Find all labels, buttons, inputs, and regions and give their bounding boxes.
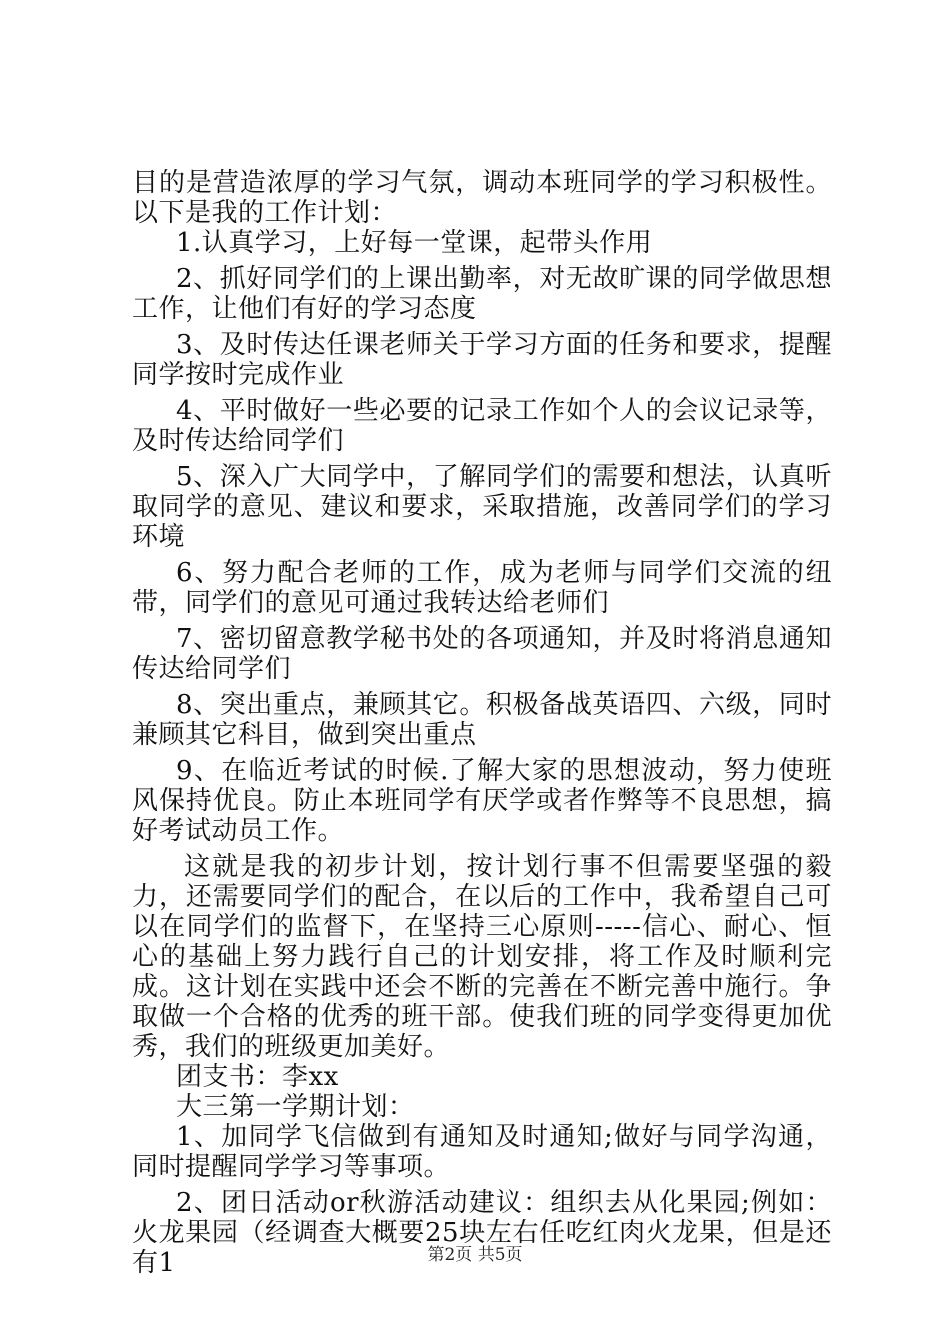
- list-item-5: 5、深入广大同学中，了解同学们的需要和想法，认真听取同学的意见、建议和要求，采取措施，改善同学们的学习环境: [132, 462, 832, 552]
- paragraph-intro: 目的是营造浓厚的学习气氛，调动本班同学的学习积极性。以下是我的工作计划：: [132, 168, 832, 228]
- list-item-9: 9、在临近考试的时候.了解大家的思想波动，努力使班风保持优良。防止本班同学有厌学或者作弊等不良思想，搞好考试动员工作。: [132, 756, 832, 846]
- plan-item-1: 1、加同学飞信做到有通知及时通知;做好与同学沟通，同时提醒同学学习等事项。: [132, 1122, 832, 1182]
- list-item-6: 6、努力配合老师的工作，成为老师与同学们交流的纽带，同学们的意见可通过我转达给老师们: [132, 558, 832, 618]
- page-number: 第2页 共5页: [427, 1245, 523, 1265]
- document-body: [132, 168, 832, 1278]
- list-item-2: 2、抓好同学们的上课出勤率，对无故旷课的同学做思想工作，让他们有好的学习态度: [132, 264, 832, 324]
- list-item-7: 7、密切留意教学秘书处的各项通知，并及时将消息通知传达给同学们: [132, 624, 832, 684]
- paragraph-summary: 这就是我的初步计划，按计划行事不但需要坚强的毅力，还需要同学们的配合，在以后的工作中，我希望自己可以在同学们的监督下，在坚持三心原则-----信心、耐心、恒心的基础上努力践行自己的计划安排，将工作及时顺利完成。这计划在实践中还会不断的完善在不断完善中施行。争取做一个合格的优秀的班干部。使我们班的同学变得更加优秀，我们的班级更加美好。: [132, 852, 832, 1062]
- list-item-3: 3、及时传达任课老师关于学习方面的任务和要求，提醒同学按时完成作业: [132, 330, 832, 390]
- list-item-4: 4、平时做好一些必要的记录工作如个人的会议记录等，及时传达给同学们: [132, 396, 832, 456]
- section-heading: 大三第一学期计划：: [176, 1092, 415, 1122]
- signature-line: 团支书：李xx: [176, 1062, 339, 1092]
- list-item-8: 8、突出重点，兼顾其它。积极备战英语四、六级，同时兼顾其它科目，做到突出重点: [132, 690, 832, 750]
- list-item-1: 1.认真学习，上好每一堂课，起带头作用: [176, 228, 653, 258]
- plan-item-2: 2、团日活动or秋游活动建议：组织去从化果园;例如：火龙果园（经调查大概要25块左右任吃红肉火龙果，但是还有1: [132, 1188, 832, 1278]
